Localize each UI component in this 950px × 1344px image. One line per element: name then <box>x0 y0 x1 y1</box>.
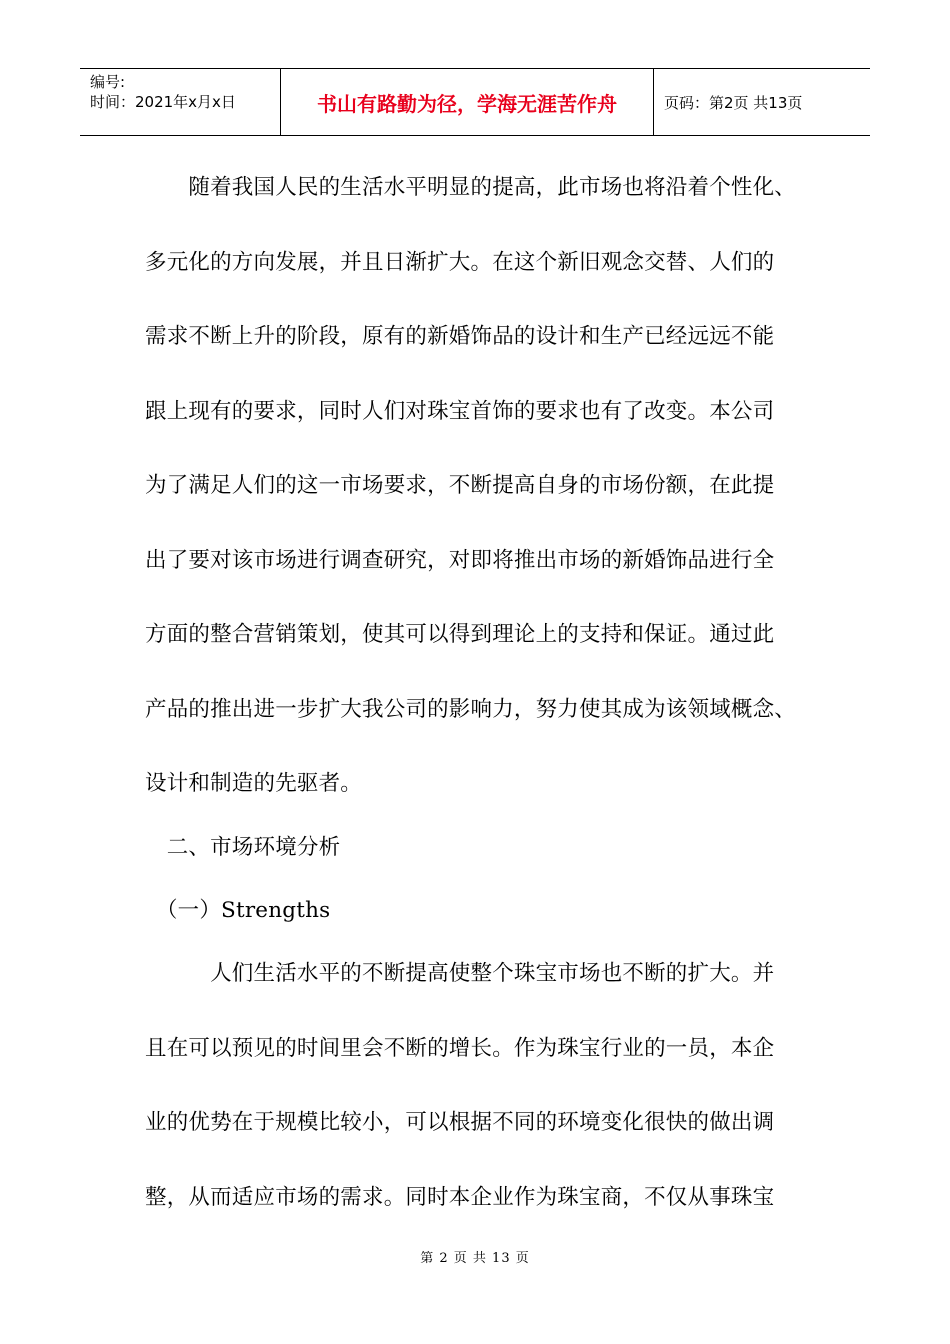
body-line: 为了满足人们的这一市场要求，不断提高自身的市场份额，在此提 <box>145 473 775 498</box>
body-line: 且在可以预见的时间里会不断的增长。作为珠宝行业的一员，本企 <box>145 1036 775 1061</box>
body-line: 出了要对该市场进行调查研究，对即将推出市场的新婚饰品进行全 <box>145 548 775 573</box>
header-page-info: 页码：第2页 共13页 <box>664 93 803 112</box>
header-table <box>80 68 870 136</box>
header-motto-cell <box>281 69 654 135</box>
body-line: 设计和制造的先驱者。 <box>145 771 363 796</box>
document-date: 时间：2021年x月x日 <box>90 93 236 111</box>
body-line: 随着我国人民的生活水平明显的提高，此市场也将沿着个性化、 <box>145 175 797 200</box>
header-meta-cell <box>80 69 281 135</box>
section-heading: 二、市场环境分析 <box>145 835 341 860</box>
header-page-cell <box>654 69 870 135</box>
subsection-heading: （一）Strengths <box>145 898 331 923</box>
body-line: 跟上现有的要求，同时人们对珠宝首饰的要求也有了改变。本公司 <box>145 399 775 424</box>
body-line: 多元化的方向发展，并且日渐扩大。在这个新旧观念交替、人们的 <box>145 250 775 275</box>
body-line: 产品的推出进一步扩大我公司的影响力，努力使其成为该领域概念、 <box>145 697 797 722</box>
document-number-label: 编号: <box>90 73 126 91</box>
header-motto: 书山有路勤为径，学海无涯苦作舟 <box>317 91 617 116</box>
body-line: 人们生活水平的不断提高使整个珠宝市场也不断的扩大。并 <box>145 961 775 986</box>
body-line: 整，从而适应市场的需求。同时本企业作为珠宝商，不仅从事珠宝 <box>145 1185 775 1210</box>
page-footer: 第 2 页 共 13 页 <box>420 1251 530 1266</box>
body-line: 方面的整合营销策划，使其可以得到理论上的支持和保证。通过此 <box>145 622 775 647</box>
body-line: 需求不断上升的阶段，原有的新婚饰品的设计和生产已经远远不能 <box>145 324 775 349</box>
body-line: 业的优势在于规模比较小，可以根据不同的环境变化很快的做出调 <box>145 1110 775 1135</box>
